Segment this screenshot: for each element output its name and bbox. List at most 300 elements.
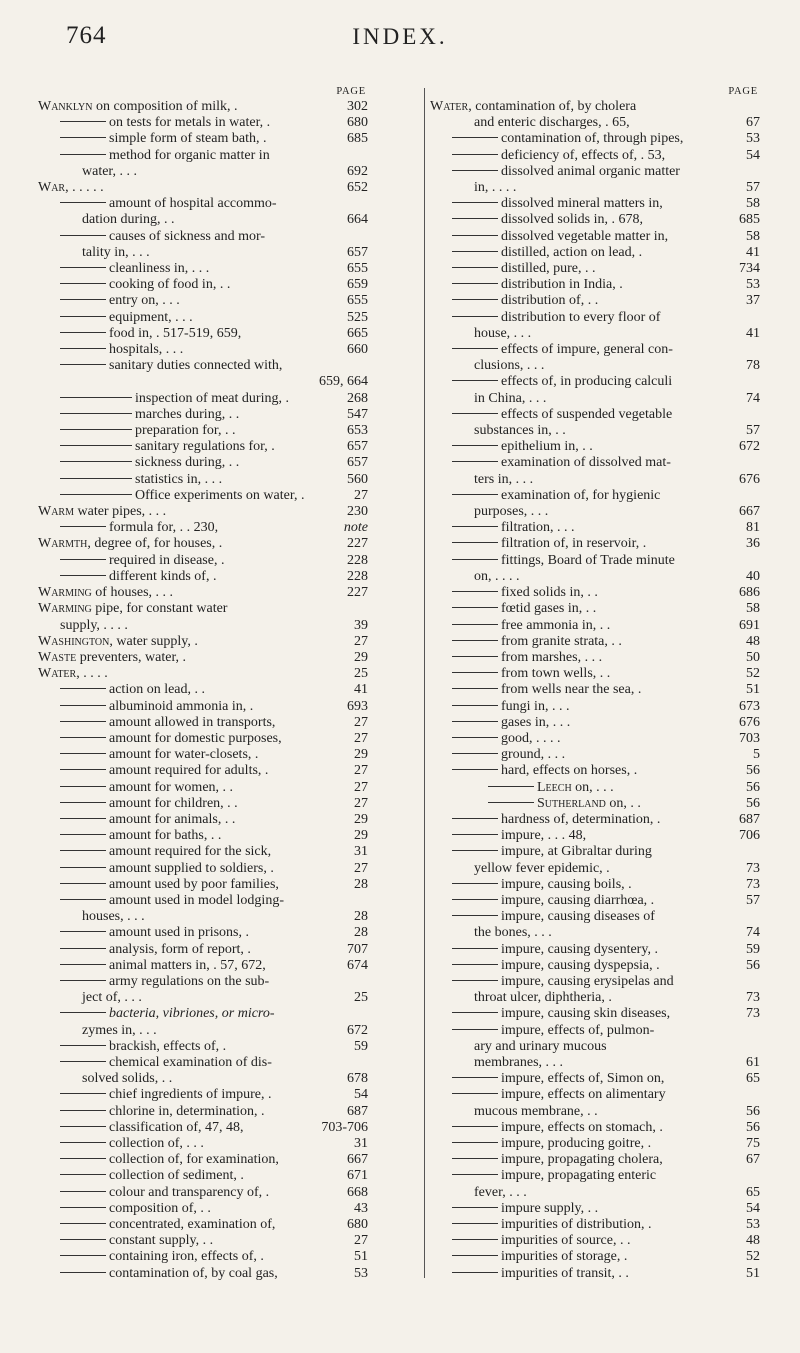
index-entry <box>38 974 368 990</box>
entry-text <box>430 212 735 228</box>
entry-text <box>38 1055 364 1071</box>
entry-text <box>430 942 742 958</box>
page-ref: 673 <box>739 698 760 714</box>
index-entry <box>430 164 760 180</box>
index-entry <box>38 245 368 261</box>
ditto-rule <box>452 494 498 495</box>
entry-label: substances in, . . <box>474 423 566 439</box>
ditto-rule <box>60 202 106 203</box>
entry-text <box>38 1120 317 1136</box>
entry-label: chemical examination of dis- <box>109 1054 272 1070</box>
entry-label: houses, . . . <box>82 909 145 925</box>
index-entry <box>430 536 760 552</box>
ditto-rule <box>60 737 106 738</box>
entry-text <box>430 326 742 342</box>
index-entry <box>430 909 760 925</box>
entry-text <box>430 844 756 860</box>
index-entry <box>430 715 760 731</box>
index-entry <box>38 1071 368 1087</box>
entry-text <box>38 455 343 471</box>
ditto-rule <box>452 267 498 268</box>
page-ref: 659, 664 <box>319 374 368 390</box>
ditto-rule <box>60 445 132 446</box>
page-ref: 27 <box>354 714 368 730</box>
entry-text <box>430 634 742 650</box>
entry-text <box>430 909 756 925</box>
page-ref: 25 <box>354 990 368 1006</box>
left-entries <box>38 99 368 1282</box>
entry-text <box>38 1152 343 1168</box>
index-entry <box>430 1185 760 1201</box>
entry-heading: Water, <box>38 666 80 682</box>
entry-label: formula for, . . 230, <box>109 520 219 536</box>
entry-label: statistics in, . . . <box>135 471 223 487</box>
entry-label: amount for water-closets, . <box>109 747 259 763</box>
page-ref: 51 <box>746 682 760 698</box>
index-entry <box>38 423 368 439</box>
index-entry <box>38 1152 368 1168</box>
page-ref: 668 <box>347 1184 368 1200</box>
entry-label: amount supplied to soldiers, . <box>109 860 274 876</box>
entry-heading: Wanklyn <box>38 99 93 114</box>
ditto-rule <box>60 429 132 430</box>
ditto-rule <box>60 299 106 300</box>
entry-label: classification of, 47, 48, <box>109 1119 244 1135</box>
page-ref: 78 <box>746 358 760 374</box>
index-entry <box>430 828 760 844</box>
ditto-rule <box>60 883 106 884</box>
entry-text <box>38 1233 350 1249</box>
page-ref: 40 <box>746 568 760 584</box>
entry-label: fungi in, . . . <box>501 698 570 714</box>
entry-label: from granite strata, . . <box>501 633 622 649</box>
entry-text <box>430 245 742 261</box>
entry-text <box>430 374 756 390</box>
page-ref: 54 <box>354 1087 368 1103</box>
entry-text <box>38 553 343 569</box>
index-entry <box>38 844 368 860</box>
entry-heading: Washington, <box>38 633 113 649</box>
page-ref: 664 <box>347 212 368 228</box>
page-ref: 56 <box>746 779 760 795</box>
index-entry <box>38 229 368 245</box>
page-ref: 51 <box>746 1265 760 1281</box>
page-ref: 27 <box>354 730 368 746</box>
index-entry <box>38 310 368 326</box>
page-ref: 678 <box>347 1071 368 1087</box>
index-entry <box>430 212 760 228</box>
entry-label: pipe, for constant water <box>91 601 228 617</box>
entry-label: throat ulcer, diphtheria, . <box>474 990 612 1006</box>
index-entry <box>430 180 760 196</box>
entry-text <box>38 731 350 747</box>
entry-label: from wells near the sea, . <box>501 682 642 698</box>
entry-label: water supply, . <box>112 633 198 649</box>
entry-text <box>430 504 735 520</box>
entry-label: brackish, effects of, . <box>109 1038 227 1054</box>
index-entry <box>38 148 368 164</box>
entry-text <box>430 293 742 309</box>
ditto-rule <box>452 1174 498 1175</box>
ditto-rule <box>60 802 106 803</box>
index-entry <box>38 569 368 585</box>
entry-label: distilled, pure, . . <box>501 261 596 277</box>
entry-label: impurities of source, . . <box>501 1233 631 1249</box>
page-ref: 58 <box>746 228 760 244</box>
entry-text <box>38 1185 343 1201</box>
entry-label: sanitary regulations for, . <box>135 439 275 455</box>
entry-text <box>38 439 343 455</box>
index-entry <box>38 1039 368 1055</box>
page-ref: 41 <box>746 244 760 260</box>
entry-text <box>38 99 343 115</box>
ditto-rule <box>60 316 106 317</box>
page-ref: 686 <box>739 585 760 601</box>
entry-label: impurities of distribution, . <box>501 1217 652 1233</box>
entry-heading: Waste <box>38 649 77 665</box>
index-entry <box>38 504 368 520</box>
ditto-rule <box>452 1126 498 1127</box>
entry-label: concentrated, examination of, <box>109 1217 276 1233</box>
ditto-rule <box>60 1239 106 1240</box>
index-entry <box>430 877 760 893</box>
entry-text <box>38 1266 350 1282</box>
entry-label: cleanliness in, . . . <box>109 261 210 277</box>
entry-label: chlorine in, determination, . <box>109 1103 265 1119</box>
entry-text <box>430 1201 742 1217</box>
entry-text <box>430 164 756 180</box>
index-entry <box>38 180 368 196</box>
entry-label: water pipes, . . . <box>74 504 167 520</box>
page-ref: 655 <box>347 293 368 309</box>
ditto-rule <box>488 802 534 803</box>
index-entry <box>430 699 760 715</box>
page-ref: 39 <box>354 617 368 633</box>
ditto-rule <box>60 721 106 722</box>
entry-label: dissolved mineral matters in, <box>501 196 663 212</box>
page-ref: 703 <box>739 730 760 746</box>
entry-label: impure, at Gibraltar during <box>501 844 652 860</box>
page-ref: 672 <box>347 1022 368 1038</box>
ditto-rule <box>452 883 498 884</box>
entry-text <box>430 796 742 812</box>
page-ref: 230 <box>347 504 368 520</box>
index-entry <box>430 1055 760 1071</box>
entry-text <box>38 715 350 731</box>
entry-label: impure, producing goitre, . <box>501 1136 652 1151</box>
page-ref: 687 <box>739 811 760 827</box>
entry-text <box>430 1266 742 1282</box>
page-ref: 560 <box>347 471 368 487</box>
index-entry <box>430 958 760 974</box>
page-ref: 28 <box>354 925 368 941</box>
entry-heading: War, <box>38 180 69 196</box>
entry-text <box>430 261 735 277</box>
entry-label: filtration, . . . <box>501 520 575 536</box>
index-entry <box>430 261 760 277</box>
page-ref: 37 <box>746 293 760 309</box>
ditto-rule <box>452 380 498 381</box>
entry-label: chief ingredients of impure, . <box>109 1087 272 1103</box>
entry-label: ters in, . . . <box>474 471 534 487</box>
page-ref: 65 <box>746 1184 760 1200</box>
entry-text <box>38 310 343 326</box>
ditto-rule <box>60 1093 106 1094</box>
entry-label: distribution of, . . <box>501 293 599 309</box>
entry-text <box>38 1039 350 1055</box>
entry-text <box>430 1087 756 1103</box>
index-entry <box>38 472 368 488</box>
index-entry <box>430 245 760 261</box>
entry-label: constant supply, . . <box>109 1233 214 1249</box>
index-entry <box>430 1087 760 1103</box>
page-ref: 680 <box>347 1217 368 1233</box>
entry-label: sanitary duties connected with, <box>109 358 283 374</box>
entry-text <box>38 942 343 958</box>
ditto-rule <box>452 737 498 738</box>
page-ref: 268 <box>347 390 368 406</box>
entry-text <box>430 569 742 585</box>
ditto-rule <box>452 850 498 851</box>
entry-text <box>430 1249 742 1265</box>
entry-label: contamination of, by cholera <box>471 99 637 114</box>
ditto-rule <box>60 753 106 754</box>
entry-text <box>38 504 343 520</box>
page-ref: 53 <box>746 131 760 147</box>
ditto-rule <box>452 202 498 203</box>
index-entry <box>38 488 368 504</box>
entry-text <box>38 1071 343 1087</box>
index-entry <box>38 812 368 828</box>
entry-label: amount allowed in transports, <box>109 714 276 730</box>
page-ref: 74 <box>746 925 760 941</box>
entry-text <box>38 488 350 504</box>
ditto-rule <box>452 899 498 900</box>
index-entry <box>430 358 760 374</box>
page-ref: 74 <box>746 390 760 406</box>
index-entry <box>38 877 368 893</box>
entry-label: analysis, form of report, . <box>109 941 251 957</box>
index-entry <box>38 601 368 617</box>
index-entry <box>38 1185 368 1201</box>
page-ref: 31 <box>354 844 368 860</box>
index-entry <box>430 1023 760 1039</box>
index-entry <box>38 391 368 407</box>
page-ref: 56 <box>746 1119 760 1135</box>
page-ref: 73 <box>746 1006 760 1022</box>
ditto-rule <box>452 1223 498 1224</box>
entry-text <box>38 212 343 228</box>
entry-label: water, . . . <box>82 163 138 179</box>
page-number: 764 <box>66 22 107 49</box>
right-column <box>430 86 760 1282</box>
ditto-rule <box>60 121 106 122</box>
entry-text <box>430 423 742 439</box>
entry-text <box>430 682 742 698</box>
entry-label: zymes in, . . . <box>82 1022 157 1038</box>
entry-label: method for organic matter in <box>109 147 270 163</box>
page-ref: 51 <box>354 1249 368 1265</box>
index-entry <box>430 844 760 860</box>
entry-text <box>430 1023 756 1039</box>
entry-text <box>38 196 364 212</box>
entry-label: . . . . <box>79 666 108 682</box>
index-entry <box>430 407 760 423</box>
ditto-rule <box>60 494 132 495</box>
ditto-rule <box>452 170 498 171</box>
entry-text <box>38 131 343 147</box>
entry-label: causes of sickness and mor- <box>109 228 266 244</box>
page-ref: 73 <box>746 876 760 892</box>
entry-text <box>38 796 350 812</box>
page-ref: 228 <box>347 568 368 584</box>
ditto-rule <box>452 753 498 754</box>
index-entry <box>38 618 368 634</box>
index-entry <box>38 942 368 958</box>
entry-label: filtration of, in reservoir, . <box>501 536 647 552</box>
index-entry <box>38 958 368 974</box>
index-entry <box>38 634 368 650</box>
entry-label: cooking of food in, . . <box>109 277 231 293</box>
right-entries <box>430 99 760 1282</box>
entry-text <box>430 666 742 682</box>
entry-label: fœtid gases in, . . <box>501 601 597 617</box>
page-ref: 31 <box>354 1136 368 1151</box>
entry-label: amount for domestic purposes, <box>109 730 282 746</box>
entry-label: degree of, for houses, . <box>90 536 223 552</box>
ditto-rule <box>60 1207 106 1208</box>
page-ref: note <box>343 520 368 536</box>
entry-label: effects of, in producing calculi <box>501 374 673 390</box>
entry-text <box>38 229 364 245</box>
ditto-rule <box>60 559 106 560</box>
entry-text <box>430 974 756 990</box>
index-entry <box>430 990 760 1006</box>
entry-label: colour and transparency of, . <box>109 1184 270 1200</box>
index-entry <box>38 164 368 180</box>
page-ref: 525 <box>347 309 368 325</box>
page-ref: 58 <box>746 196 760 212</box>
index-entry <box>38 374 368 390</box>
ditto-rule <box>60 834 106 835</box>
entry-text <box>430 1071 742 1087</box>
entry-label: amount for children, . . <box>109 795 238 811</box>
ditto-rule <box>452 624 498 625</box>
running-head: INDEX. <box>352 24 448 49</box>
entry-label: ary and urinary mucous <box>474 1038 607 1054</box>
index-entry <box>430 1201 760 1217</box>
index-entry <box>38 1249 368 1265</box>
entry-label: amount required for the sick, <box>109 844 272 860</box>
index-entry <box>430 1071 760 1087</box>
ditto-rule <box>60 1191 106 1192</box>
entry-text <box>38 326 343 342</box>
page-column-label: PAGE <box>336 86 366 97</box>
index-entry <box>430 780 760 796</box>
index-entry <box>38 1217 368 1233</box>
index-entry <box>430 391 760 407</box>
ditto-rule <box>60 526 106 527</box>
entry-text <box>38 569 343 585</box>
entry-text <box>430 699 735 715</box>
ditto-rule <box>452 218 498 219</box>
entry-label: hard, effects on horses, . <box>501 763 638 779</box>
index-entry <box>430 650 760 666</box>
page-ref: 59 <box>354 1038 368 1054</box>
page-ref: 5 <box>753 747 760 763</box>
entry-label: . . . . . <box>68 180 104 196</box>
ditto-rule <box>488 786 534 787</box>
entry-label: house, . . . <box>474 325 532 341</box>
index-entry <box>430 229 760 245</box>
entry-text <box>38 1104 343 1120</box>
ditto-rule <box>452 1272 498 1273</box>
entry-label: from marshes, . . . <box>501 649 603 665</box>
ditto-rule <box>452 251 498 252</box>
ditto-rule <box>60 1110 106 1111</box>
entry-label: solved solids, . . <box>82 1071 173 1087</box>
ditto-rule <box>452 348 498 349</box>
ditto-rule <box>60 818 106 819</box>
entry-text <box>430 618 735 634</box>
entry-label: yellow fever epidemic, . <box>474 860 610 876</box>
page-ref: 227 <box>347 585 368 601</box>
ditto-rule <box>60 364 106 365</box>
index-entry <box>38 1168 368 1184</box>
page-ref: 56 <box>746 763 760 779</box>
entry-label: amount for animals, . . <box>109 811 236 827</box>
entry-label: impure, effects on stomach, . <box>501 1119 663 1135</box>
entry-label: amount used by poor families, <box>109 876 279 892</box>
entry-text <box>38 407 343 423</box>
entry-label: and enteric discharges, . 65, <box>474 115 630 131</box>
entry-label: impure, causing dysentery, . <box>501 941 658 957</box>
entry-label: clusions, . . . <box>474 358 545 374</box>
ditto-rule <box>452 413 498 414</box>
entry-label: on composition of milk, . <box>92 99 238 114</box>
index-entry <box>38 1104 368 1120</box>
entry-label: impurities of storage, . <box>501 1249 628 1265</box>
entry-text <box>430 439 735 455</box>
ditto-rule <box>60 931 106 932</box>
entry-label: hardness of, determination, . <box>501 811 661 827</box>
index-entry <box>38 650 368 666</box>
index-entry <box>430 942 760 958</box>
page-ref: 657 <box>347 439 368 455</box>
page-ref: 75 <box>746 1136 760 1151</box>
entry-label: collection of sediment, . <box>109 1168 244 1184</box>
page-ref: 665 <box>347 325 368 341</box>
ditto-rule <box>452 688 498 689</box>
page-ref: 672 <box>739 439 760 455</box>
index-entry <box>38 455 368 471</box>
page-ref: 48 <box>746 633 760 649</box>
ditto-rule <box>452 1093 498 1094</box>
page-ref: 57 <box>746 892 760 908</box>
entry-label: impure, causing diarrhœa, . <box>501 892 655 908</box>
index-entry <box>430 1120 760 1136</box>
index-entry <box>430 310 760 326</box>
entry-text <box>38 277 343 293</box>
entry-label: tality in, . . . <box>82 244 150 260</box>
page-ref: 27 <box>354 1233 368 1249</box>
page-ref: 685 <box>739 212 760 228</box>
ditto-rule <box>452 769 498 770</box>
ditto-rule <box>452 1255 498 1256</box>
entry-text <box>430 958 742 974</box>
index-entry <box>38 277 368 293</box>
index-entry <box>430 618 760 634</box>
